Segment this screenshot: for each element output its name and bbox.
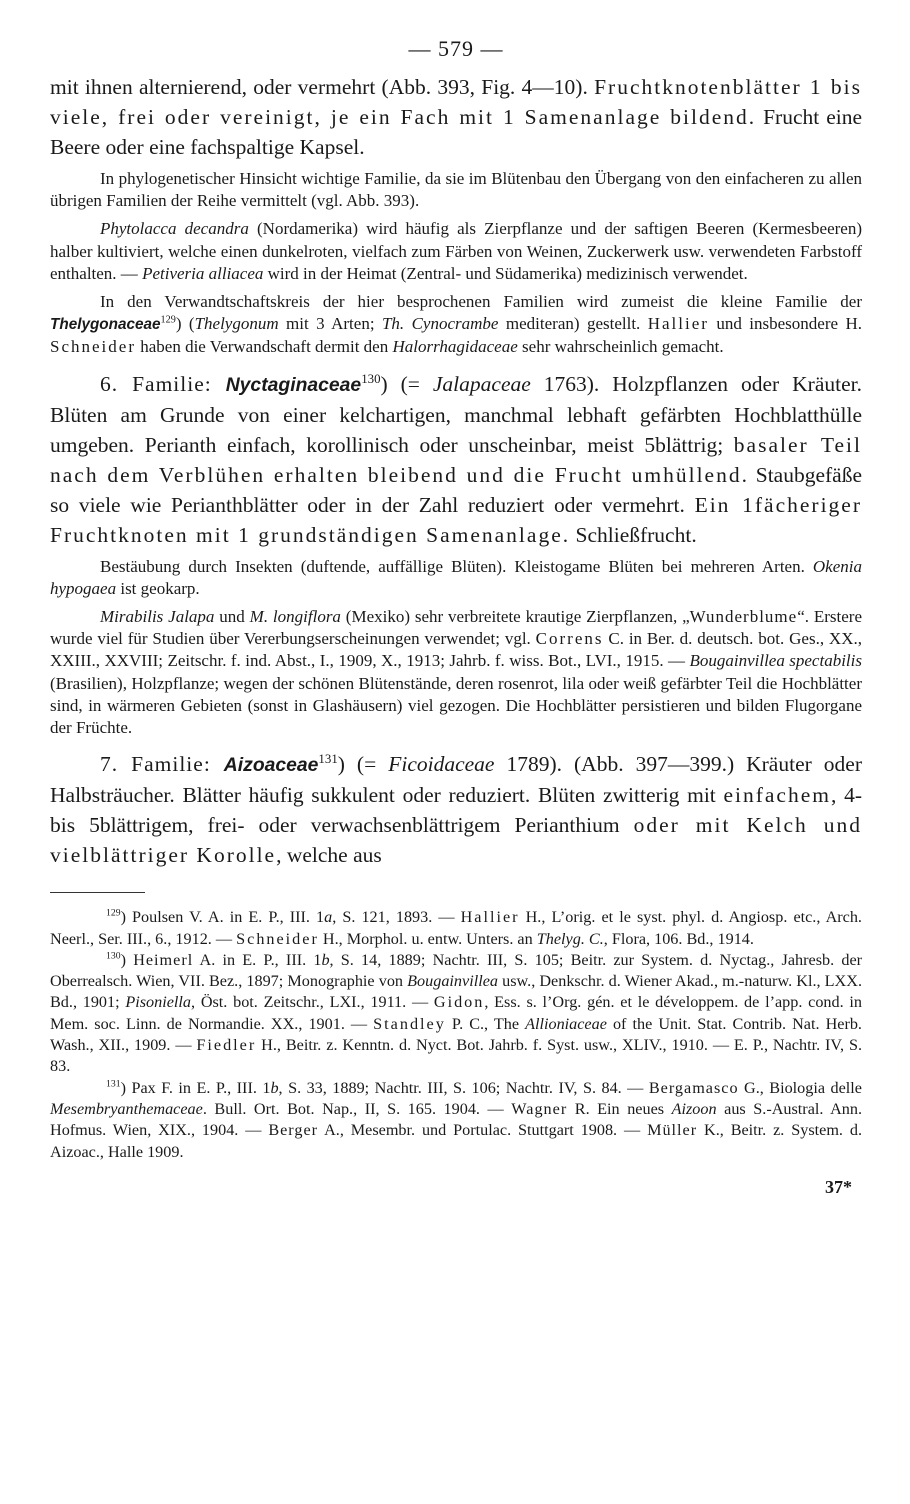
text: ) (= <box>337 752 389 777</box>
author-name: Standley <box>373 1014 446 1033</box>
author-name: Correns <box>535 629 604 649</box>
footnote-ref: 131 <box>318 752 338 767</box>
text: mit ihnen alternierend, oder vermehrt (Abb. 393, Fig. 4—10). <box>50 75 595 99</box>
text: haben die Verwandschaft dermit den <box>135 337 393 357</box>
footnote-divider <box>50 892 145 893</box>
species-name: Petiveria alliacea <box>142 263 264 283</box>
paragraph-pollination <box>50 556 862 600</box>
genus-name: Pisoniella <box>125 993 192 1012</box>
family-name: Mesembryanthemaceae <box>50 1099 203 1118</box>
text: ) ( <box>175 314 195 334</box>
species-name: Phytolacca decandra <box>100 219 249 239</box>
family-name: Nyctaginaceae <box>225 373 362 396</box>
section-nyctaginaceae <box>50 369 862 550</box>
text: ist geokarp. <box>116 578 200 598</box>
text: ) <box>120 950 134 969</box>
paragraph-phylogeny: In phylogenetischer Hinsicht wichtige Familie, da sie im Blütenbau den Übergang von den einfacheren zu allen übrigen Familien der Reihe vermittelt (vgl. Abb. 393). <box>50 169 862 211</box>
text: aus S.-Austral. Ann. Hofmus. Wien, XIX., 1904. — <box>50 1099 863 1140</box>
family-name: Halorrhagidaceae <box>392 337 518 357</box>
text: . Bull. Ort. Bot. Nap., II, S. 165. 1904. — <box>202 1099 512 1118</box>
text: wird in der Heimat (Zentral- und Südamerika) medizinisch verwendet. <box>263 263 748 283</box>
text: A. in E. P., III. 1 <box>193 950 322 969</box>
text: H., Morphol. u. entw. Unters. an <box>318 929 537 948</box>
text: mit 3 Arten; <box>278 314 382 334</box>
text: b <box>270 1078 279 1097</box>
footnote-number: 131 <box>106 1078 121 1090</box>
paragraph-phytolacca <box>50 218 862 285</box>
footnote-130 <box>50 950 862 1078</box>
author-name: Fiedler <box>196 1036 257 1055</box>
species-name: Bougainvillea spectabilis <box>689 651 862 671</box>
family-name: Ficoidaceae <box>388 752 495 777</box>
footnote-number: 130 <box>106 950 121 962</box>
author-name: Hallier <box>460 908 520 927</box>
text: Schließfrucht. <box>570 522 697 547</box>
spaced-text: Fruchtknotenblätter 1 bis viele, frei oder vereinigt, je ein Fach mit 1 Samenanlage bildend. <box>50 75 862 129</box>
paragraph-thelygonaceae <box>50 291 862 359</box>
section-aizoaceae <box>50 749 862 870</box>
family-name: Allioniaceae <box>525 1014 607 1033</box>
sheet-signature: 37* <box>825 1176 852 1197</box>
text: (Nordamerika) wird häufig als Zierpflanze und der saftigen Beeren (Kermesbeeren) halber kultiviert, welche einen dunkelroten, vielfach zum Färben von Weinen, Zuckerwerk usw. verwendeten Farbstoff enthalten. — <box>50 219 862 283</box>
text: , 4- bis 5blättrigem, frei- oder verwachsenblättrigem Perianthium <box>50 783 862 838</box>
paragraph-flower-description <box>50 72 862 162</box>
text: b <box>321 950 330 969</box>
spaced-text: einfachem <box>723 783 831 808</box>
text: 1763). Holzpflanzen oder Kräuter. Blüten am Grunde von einer kelchartigen, manchmal lebhaft gefärbten Hochblatthülle umgeben. Perianth einfach, korollinisch oder unscheinbar, meist 5blättrig; <box>50 371 862 457</box>
text: sehr wahrscheinlich gemacht. <box>517 337 724 357</box>
text: usw., Denkschr. d. Wiener Akad., m.-naturw. Kl., LXX. Bd., 1901; <box>50 972 862 1012</box>
text: ) Pax F. in E. P., III. 1 <box>120 1078 271 1097</box>
species-name: M. longiflora <box>249 607 341 627</box>
family-name: Aizoaceae <box>223 754 319 777</box>
text: , Flora, 106. Bd., 1914. <box>603 929 754 948</box>
text: G., Biologia delle <box>738 1078 862 1097</box>
text: Frucht eine Beere oder eine fachspaltige Kapsel. <box>50 105 862 159</box>
text: und insbesondere H. <box>708 314 862 334</box>
author-name: Heimerl <box>133 950 194 969</box>
family-name: Thelygonaceae <box>50 316 161 334</box>
genus-name: Thelygonum <box>194 314 279 334</box>
text: C. in Ber. d. deutsch. bot. Ges., XX., XXIII., XXVIII; Zeitschr. f. ind. Abst., I., 1909, X., 1913; Jahrb. f. wiss. Bot., LVI., 1915. — <box>50 629 862 671</box>
author-name: Müller <box>647 1121 698 1140</box>
text: mediteran) gestellt. <box>498 314 648 334</box>
text: ) Poulsen V. A. in E. P., III. 1 <box>120 908 325 927</box>
text: P. C., The <box>445 1014 526 1033</box>
text: Bestäubung durch Insekten (duftende, auffällige Blüten). Kleistogame Blüten bei mehreren Arten. <box>100 556 813 576</box>
text: ) (= <box>380 371 433 396</box>
author-name: Gidon <box>433 993 485 1012</box>
species-name: Th. Cynocrambe <box>381 314 499 334</box>
text: , S. 33, 1889; Nachtr. III, S. 106; Nachtr. IV, S. 84. — <box>278 1078 649 1097</box>
spaced-text: oder mit Kelch und vielblättriger Korolle <box>50 813 862 868</box>
page <box>50 30 862 1198</box>
text: K., Beitr. z. System. d. Aizoac., Halle 1909. <box>50 1121 862 1161</box>
text: , S. 121, 1893. — <box>332 908 461 927</box>
text: , Ess. s. l’Org. gén. et le développem. de l’app. cond. in Mem. soc. Linn. de Normandie. XX., 1901. — <box>50 993 862 1033</box>
section-heading: 6. Familie: <box>100 371 226 396</box>
spaced-text: basaler Teil nach dem Verblühen erhalten bleibend und die Frucht umhüllend. <box>50 432 862 487</box>
genus-name: Bougainvillea <box>407 972 498 991</box>
text: , S. 14, 1889; Nachtr. III, S. 105; Beitr. zur System. d. Nyctag., Jahresb. der Oberrealsch. Wien, VII. Bez., 1897; Monographie von <box>50 950 863 991</box>
text: , welche aus <box>276 843 382 868</box>
page-number: — 579 — <box>408 36 504 61</box>
text: “. Erstere wurde viel für Studien über Vererbungserscheinungen verwendet; vgl. <box>50 607 863 649</box>
text: (Mexiko) sehr verbreitete krautige Zierpflanzen, „ <box>340 607 690 627</box>
text: R. Ein neues <box>567 1099 672 1118</box>
spaced-text: Wunderblume <box>689 607 798 627</box>
author-name: Berger <box>268 1121 319 1140</box>
species-name: Okenia hypogaea <box>50 556 862 598</box>
text: Staubgefäße so viele wie Perianthblätter oder in der Zahl reduziert oder vermehrt. <box>50 462 862 517</box>
genus-name: Aizoon <box>671 1099 717 1118</box>
text: und <box>214 607 250 627</box>
text: 1789). (Abb. 397—399.) Kräuter oder Halbsträucher. Blätter häufig sukkulent oder reduziert. Blüten zwitterig mit <box>50 752 862 808</box>
footnote-ref: 129 <box>160 314 176 326</box>
footnote-number: 129 <box>106 907 121 919</box>
species-name: Mirabilis Jalapa <box>100 607 215 627</box>
author-name: Hallier <box>647 314 709 334</box>
spaced-text: Ein 1fächeriger Fruchtknoten mit 1 grundständigen Samenanlage. <box>50 492 863 547</box>
text: a <box>324 908 333 927</box>
author-name: Bergamasco <box>648 1078 739 1097</box>
paragraph-mirabilis <box>50 606 862 739</box>
author-name: Wagner <box>511 1099 568 1118</box>
family-name: Jalapaceae <box>432 371 531 396</box>
text: , Öst. bot. Zeitschr., LXI., 1911. — <box>191 993 434 1012</box>
text: Thelyg. C. <box>536 929 604 948</box>
footnote-ref: 130 <box>361 371 381 386</box>
footnote-129 <box>50 907 862 950</box>
text: In den Verwandtschaftskreis der hier besprochenen Familien wird zumeist die kleine Familie der <box>100 292 862 312</box>
text: H., L’orig. et le syst. phyl. d. Angiosp. etc., Arch. Neerl., Ser. III., 6., 1912. — <box>50 908 862 948</box>
author-name: Schneider <box>50 337 136 357</box>
text: (Brasilien), Holzpflanze; wegen der schönen Blütenstände, deren rosenrot, lila oder weiß gefärbter Teil die Hochblätter sind, in wärmeren Gebieten (sonst in Glashäusern) viel gezogen. Die Hochblätter persistieren und bilden Flugorgane der Früchte. <box>50 673 862 738</box>
text: H., Beitr. z. Kenntn. d. Nyct. Bot. Jahrb. f. Syst. usw., XLIV., 1910. — E. P., Nachtr. IV, S. 83. <box>50 1036 862 1076</box>
text: of the Unit. Stat. Contrib. Nat. Herb. Wash., XII., 1909. — <box>50 1014 862 1055</box>
footnote-131 <box>50 1078 862 1163</box>
text: A., Mesembr. und Portulac. Stuttgart 1908. — <box>318 1121 648 1140</box>
author-name: Schneider <box>236 929 319 948</box>
section-heading: 7. Familie: <box>100 752 224 777</box>
